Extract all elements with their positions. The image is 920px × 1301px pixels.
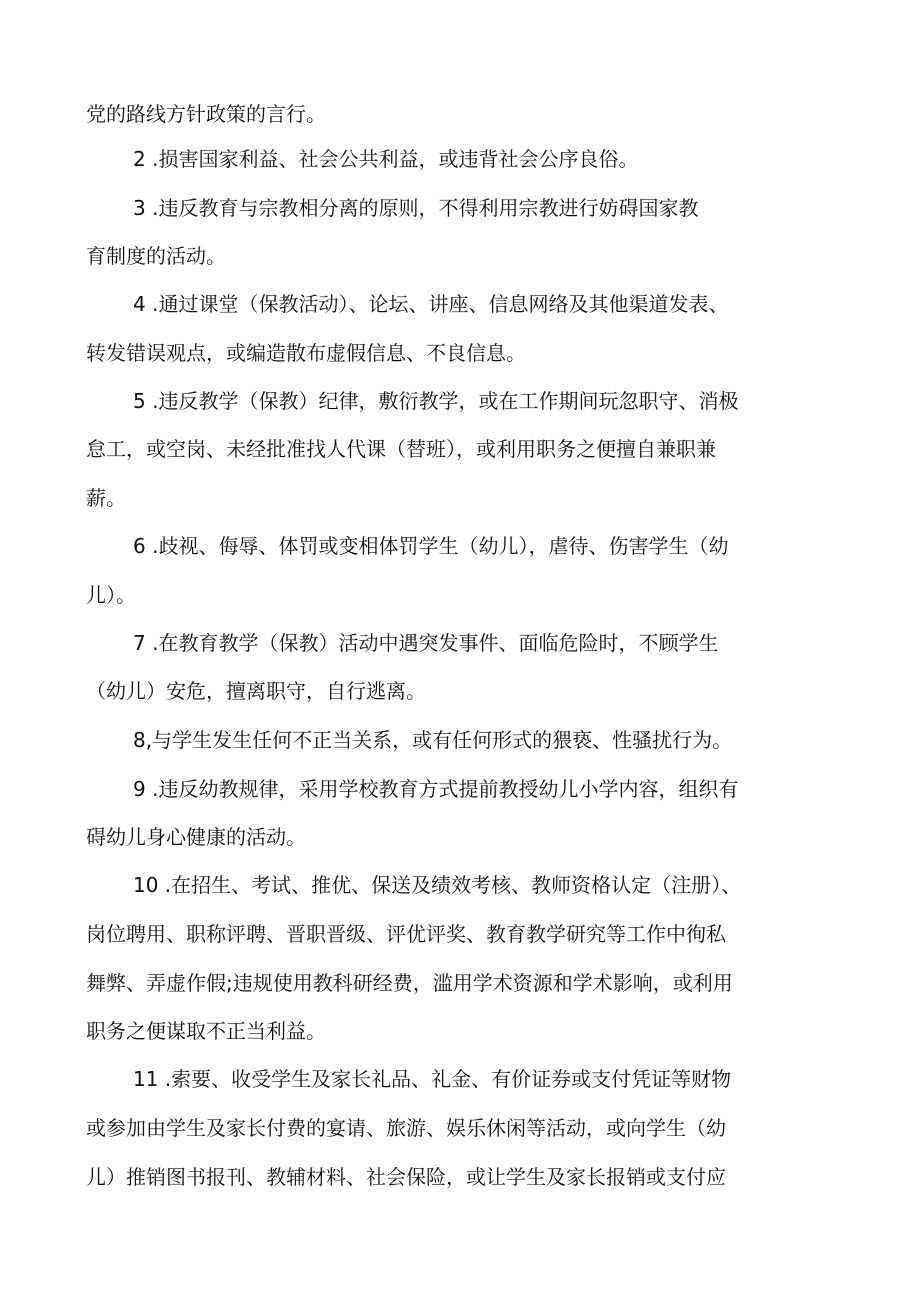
text-line: 3 .违反教育与宗教相分离的原则，不得利用宗教进行妨碍国家教 [133,196,699,220]
text-line: 舞弊、弄虚作假;违规使用教科研经费，滥用学术资源和学术影响，或利用 [86,971,733,995]
text-line: 6 .歧视、侮辱、体罚或变相体罚学生（幼儿），虐待、伤害学生（幼 [133,534,729,558]
text-line: 儿）。 [86,583,136,607]
text-line: 11 .索要、收受学生及家长礼品、礼金、有价证券或支付凭证等财物 [133,1067,732,1091]
text-line: 转发错误观点，或编造散布虚假信息、不良信息。 [86,341,526,365]
text-line: 或参加由学生及家长付费的宴请、旅游、娱乐休闲等活动，或向学生（幼 [86,1116,726,1140]
text-line: 党的路线方针政策的言行。 [86,102,326,126]
text-line: 9 .违反幼教规律，采用学校教育方式提前教授幼儿小学内容，组织有 [133,777,739,801]
text-line: 怠工，或空岗、未经批准找人代课（替班），或利用职务之便擅自兼职兼 [86,437,716,461]
text-line: 4 .通过课堂（保教活动）、论坛、讲座、信息网络及其他渠道发表、 [133,292,729,316]
text-line: 薪。 [86,486,126,510]
text-line: 育制度的活动。 [86,244,226,268]
text-line: （幼儿）安危，擅离职守，自行逃离。 [86,679,426,703]
text-line: 10 .在招生、考试、推优、保送及绩效考核、教师资格认定（注册）、 [133,873,742,897]
text-line: 8,与学生发生任何不正当关系，或有任何形式的猥亵、性骚扰行为。 [133,728,733,752]
text-line: 岗位聘用、职称评聘、晋职晋级、评优评奖、教育教学研究等工作中徇私 [86,922,726,946]
text-line: 5 .违反教学（保教）纪律，敷衍教学，或在工作期间玩忽职守、消极 [133,389,739,413]
text-line: 儿）推销图书报刊、教辅材料、社会保险，或让学生及家长报销或支付应 [86,1165,726,1189]
text-line: 2 .损害国家利益、社会公共利益，或违背社会公序良俗。 [133,147,639,171]
text-line: 碍幼儿身心健康的活动。 [86,825,306,849]
text-line: 7 .在教育教学（保教）活动中遇突发事件、面临危险时，不顾学生 [133,631,719,655]
text-line: 职务之便谋取不正当利益。 [86,1019,326,1043]
